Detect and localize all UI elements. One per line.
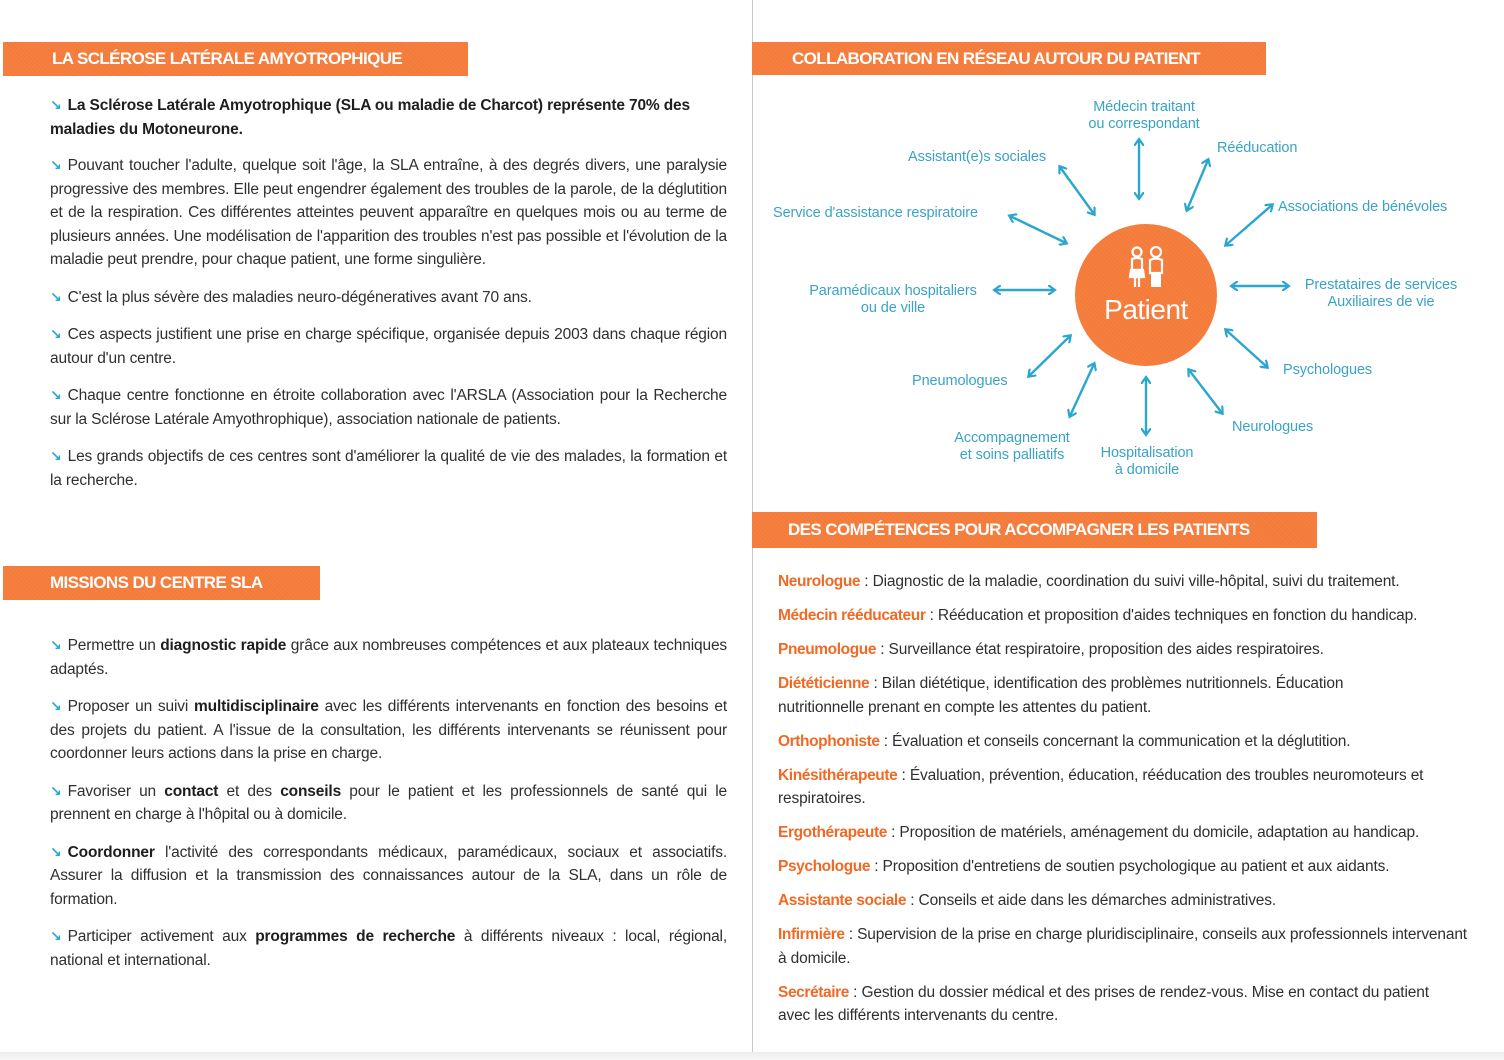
arrow-down-right-icon: ↘ (50, 698, 62, 714)
arrow-down-right-icon: ↘ (50, 288, 62, 305)
section-header-sla (3, 42, 468, 76)
intro-paragraph: ↘ Pouvant toucher l'adulte, quelque soit l'âge, la SLA entraîne, à des degrés divers, une paralysie progressive des membres. Elle peut engendrer également des troubles de la parole, de la déglutition et de la respiration. Ces différentes atteintes peuvent apparaître en quelques mois ou au terme de plusieurs années. Une modélisation de l'apparition des troubles n'est pas possible et l'évolution de la maladie peut prendre, pour chaque patient, une forme singulière. (50, 154, 727, 272)
node-assistants-sociales: Assistant(e)s sociales (908, 149, 1047, 165)
competence-item: Médecin rééducateur : Rééducation et proposition d'aides techniques en fonction du handicap. (778, 607, 1418, 624)
intro-paragraph: ↘ Ces aspects justifient une prise en charge spécifique, organisée depuis 2003 dans chaque région autour d'un centre. (50, 323, 727, 370)
node-paramedicaux: Paramédicaux hospitaliers ou de ville (809, 283, 977, 316)
page-bottom-edge (0, 1052, 1504, 1060)
node-reeducation: Rééducation (1217, 140, 1298, 156)
intro-paragraph: ↘ Chaque centre fonctionne en étroite collaboration avec l'ARSLA (Association pour la Recherche sur la Sclérose Latérale Amyothrophique), association nationale de patients. (50, 384, 727, 431)
arrow-down-right-icon: ↘ (50, 637, 62, 653)
role-label: Assistante sociale (778, 892, 907, 909)
section-title: DES COMPÉTENCES POUR ACCOMPAGNER LES PATIENTS (788, 520, 1250, 539)
node-psychologues: Psychologues (1283, 362, 1373, 378)
arrow-down-right-icon: ↘ (50, 97, 62, 113)
arrow-down-right-icon: ↘ (50, 387, 62, 403)
arrow-down-right-icon: ↘ (50, 448, 62, 464)
node-service-respiratoire: Service d'assistance respiratoire (773, 205, 978, 221)
intro-paragraph: ↘ C'est la plus sévère des maladies neuro-dégéneratives avant 70 ans. (50, 286, 727, 310)
competence-item: Neurologue : Diagnostic de la maladie, coordination du suivi ville-hôpital, suivi du traitement. (778, 573, 1400, 590)
intro-paragraph: ↘ Les grands objectifs de ces centres sont d'améliorer la qualité de vie des malades, la formation et la recherche. (50, 445, 727, 492)
competence-item: Psychologue : Proposition d'entretiens de soutien psychologique au patient et aux aidants. (778, 858, 1390, 875)
section-title: COLLABORATION EN RÉSEAU AUTOUR DU PATIENT (792, 49, 1200, 68)
role-label: Infirmière (778, 926, 845, 943)
competence-item: Secrétaire : Gestion du dossier médical et des prises de rendez-vous. Mise en contact du patient avec les différents intervenants du centre. (778, 983, 1429, 1024)
role-label: Orthophoniste (778, 732, 880, 750)
role-label: Pneumologue (778, 641, 877, 658)
mission-item: ↘ Participer activement aux programmes de recherche à différents niveaux : local, régional, national et international. (50, 925, 727, 972)
arrow-down-right-icon: ↘ (50, 843, 62, 860)
section-title: MISSIONS DU CENTRE SLA (50, 573, 263, 592)
people-couple-icon (1127, 246, 1167, 290)
node-prestataires: Prestataires de services Auxiliaires de vie (1304, 277, 1458, 310)
mission-item: ↘ Proposer un suivi multidisciplinaire avec les différents intervenants en fonction des besoins et des projets du patient. A l'issue de la consultation, les différents intervenants se réunissent pour coordonner leurs actions dans la prise en charge. (50, 695, 727, 766)
role-label: Secrétaire (778, 983, 849, 1001)
role-label: Diététicienne (778, 675, 870, 692)
section-header-missions (3, 566, 320, 600)
section-header-competences (752, 512, 1317, 548)
competences-list (778, 570, 1490, 1038)
competence-item: Orthophoniste : Évaluation et conseils concernant la communication et la déglutition. (778, 732, 1351, 750)
arrow-down-right-icon: ↘ (50, 782, 62, 799)
competence-item: Diététicienne : Bilan diététique, identification des problèmes nutritionnels. Éducation nutritionnelle prenant en compte les attentes du patient. (778, 675, 1344, 716)
node-medecin-traitant: Médecin traitant ou correspondant (1088, 99, 1200, 132)
role-label: Neurologue (778, 573, 861, 590)
role-label: Psychologue (778, 858, 871, 875)
section-header-collaboration (752, 42, 1266, 75)
section-title: LA SCLÉROSE LATÉRALE AMYOTROPHIQUE (52, 49, 403, 68)
competence-item: Ergothérapeute : Proposition de matériels, aménagement du domicile, adaptation au handicap. (778, 824, 1420, 841)
node-hospitalisation: Hospitalisation à domicile (1100, 445, 1194, 478)
competence-item: Kinésithérapeute : Évaluation, prévention, éducation, rééducation des troubles neuromoteurs et respiratoires. (778, 766, 1424, 807)
sla-intro-section (50, 94, 727, 492)
node-neurologues: Neurologues (1232, 419, 1314, 435)
missions-section (50, 634, 727, 972)
lead-paragraph: ↘ La Sclérose Latérale Amyotrophique (SLA ou maladie de Charcot) représente 70% des maladies du Motoneurone. (50, 94, 727, 141)
node-associations-benevoles: Associations de bénévoles (1278, 199, 1448, 215)
arrow-down-right-icon: ↘ (50, 928, 62, 944)
node-accompagnement: Accompagnement et soins palliatifs (954, 430, 1070, 463)
competence-item: Assistante sociale : Conseils et aide dans les démarches administratives. (778, 892, 1277, 909)
mission-item: ↘ Favoriser un contact et des conseils pour le patient et les professionnels de santé qui le prennent en charge à l'hôpital ou à domicile. (50, 780, 727, 827)
patient-circle (1075, 224, 1217, 366)
patient-network-diagram (752, 80, 1504, 500)
role-label: Médecin rééducateur (778, 607, 926, 624)
patient-label: Patient (1104, 294, 1188, 325)
arrow-down-right-icon: ↘ (50, 157, 62, 173)
competence-item: Pneumologue : Surveillance état respiratoire, proposition des aides respiratoires. (778, 641, 1324, 658)
arrow-down-right-icon: ↘ (50, 326, 62, 342)
role-label: Kinésithérapeute (778, 766, 898, 784)
node-pneumologues: Pneumologues (912, 373, 1008, 389)
competence-item: Infirmière : Supervision de la prise en charge pluridisciplinaire, conseils aux professionnels intervenant à domicile. (778, 926, 1467, 967)
mission-item: ↘ Permettre un diagnostic rapide grâce aux nombreuses compétences et aux plateaux techniques adaptés. (50, 634, 727, 681)
mission-item: ↘ Coordonner l'activité des correspondants médicaux, paramédicaux, sociaux et associatifs. Assurer la diffusion et la transmission des connaissances autour de la SLA, dans un rôle de formation. (50, 841, 727, 912)
role-label: Ergothérapeute (778, 824, 887, 841)
